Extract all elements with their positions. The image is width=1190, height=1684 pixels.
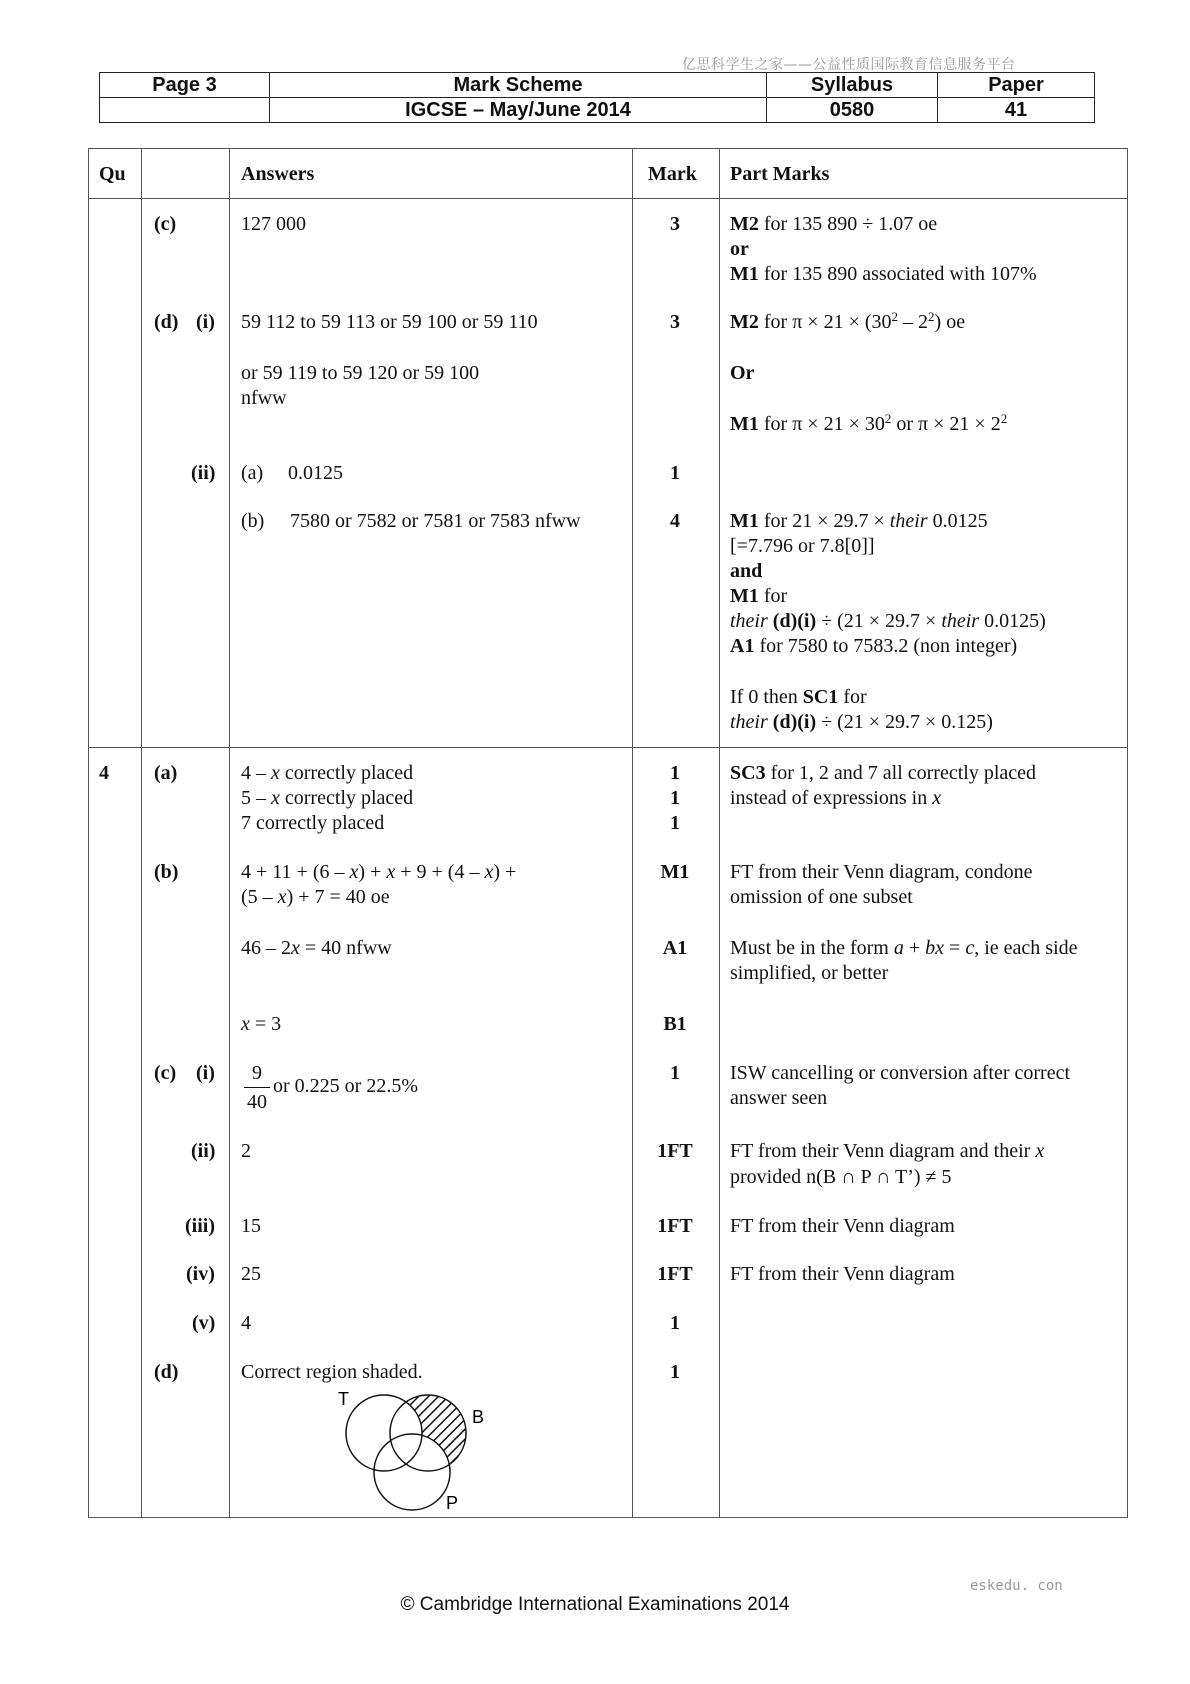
col-header-part-marks: Part Marks (730, 163, 830, 185)
part-marks: SC3 for 1, 2 and 7 all correctly placed (730, 762, 1037, 784)
sub-part-label: (iii) (185, 1215, 215, 1237)
header-exam: IGCSE – May/June 2014 (270, 98, 767, 123)
header-syllabus-label: Syllabus (767, 73, 938, 98)
part-marks: M2 for 135 890 ÷ 1.07 oe (730, 213, 938, 235)
part-marks: their (d)(i) ÷ (21 × 29.7 × 0.125) (730, 711, 993, 733)
header-empty (100, 98, 270, 123)
row-divider (88, 198, 1128, 199)
mark: 3 (670, 213, 680, 235)
fraction-bar (244, 1087, 270, 1088)
fraction-numerator: 9 (252, 1062, 262, 1084)
col-divider (229, 148, 230, 1518)
venn-diagram (330, 1385, 510, 1515)
mark: 4 (670, 510, 680, 532)
col-divider (141, 148, 142, 1518)
mark: 1 (670, 1312, 680, 1334)
mark: M1 (660, 861, 690, 883)
mark: A1 (662, 937, 688, 959)
col-divider (632, 148, 633, 1518)
part-marks: and (730, 560, 763, 582)
mark: 1FT (657, 1263, 693, 1285)
sub-part-label: (v) (192, 1312, 216, 1334)
answer: nfww (241, 387, 287, 409)
col-header-answers: Answers (241, 163, 315, 185)
part-label: (a) (154, 762, 178, 784)
part-marks: Must be in the form a + bx = c, ie each side (730, 937, 1078, 959)
part-marks: M1 for $\pi \times 21 \times 30^2$ or $\pi \times 21 \times 2^2$ (730, 411, 1008, 435)
sub-part-label: (ii) (191, 1140, 216, 1162)
answer-label: (b) (241, 510, 265, 532)
part-marks: M1 for (730, 585, 788, 607)
answer: Correct region shaded. (241, 1361, 423, 1383)
top-watermark: 亿思科学生之家——公益性质国际教育信息服务平台 (682, 57, 1016, 73)
mark: 1 (670, 462, 680, 484)
mark: B1 (663, 1013, 687, 1035)
mark: 1 (670, 812, 680, 834)
header-syllabus: 0580 (767, 98, 938, 123)
part-label: (c) (154, 213, 177, 235)
answer: 5 – x correctly placed (241, 787, 414, 809)
part-marks: Or (730, 362, 755, 384)
col-header-mark: Mark (648, 163, 697, 185)
part-marks: M1 for 135 890 associated with 107% (730, 263, 1037, 285)
bottom-watermark: eskedu. con (970, 1578, 1063, 1594)
answer: 7580 or 7582 or 7581 or 7583 nfww (290, 510, 581, 532)
question-number: 4 (99, 762, 109, 784)
answer: 4 + 11 + (6 – x) + x + 9 + (4 – x) + (241, 861, 517, 883)
part-marks: ISW cancelling or conversion after correct (730, 1062, 1071, 1084)
col-header-qu: Qu (99, 163, 126, 185)
answer: or 0.225 or 22.5% (273, 1075, 418, 1097)
venn-label-b: B (472, 1407, 485, 1427)
mark: 1 (670, 1062, 680, 1084)
part-marks: their (d)(i) ÷ (21 × 29.7 × their 0.0125) (730, 610, 1046, 632)
mark: 1 (670, 762, 680, 784)
answer: x = 3 (241, 1013, 282, 1035)
header-page: Page 3 (100, 73, 270, 98)
row-divider (88, 747, 1128, 748)
part-label: (c) (154, 1062, 177, 1084)
footer-copyright: © Cambridge International Examinations 2014 (400, 1594, 790, 1615)
part-marks: If 0 then SC1 for (730, 686, 867, 708)
part-marks: omission of one subset (730, 886, 913, 908)
mark: 1FT (657, 1215, 693, 1237)
part-label: (b) (154, 861, 179, 883)
answer: 25 (241, 1263, 261, 1285)
col-divider (719, 148, 720, 1518)
part-marks: A1 for 7580 to 7583.2 (non integer) (730, 635, 1018, 657)
part-marks: or (730, 238, 749, 260)
part-marks: FT from their Venn diagram (730, 1215, 955, 1237)
mark: 3 (670, 311, 680, 333)
part-marks: M1 for 21 × 29.7 × their 0.0125 (730, 510, 988, 532)
header-title: Mark Scheme (270, 73, 767, 98)
answer-label: (a) (241, 462, 264, 484)
header-paper-label: Paper (938, 73, 1095, 98)
answer: 4 (241, 1312, 251, 1334)
venn-shaded-region (330, 1385, 510, 1515)
answer: 7 correctly placed (241, 812, 385, 834)
header-table (99, 72, 1095, 123)
part-label: (d) (154, 311, 179, 333)
venn-label-p: P (446, 1493, 459, 1513)
part-marks: simplified, or better (730, 962, 889, 984)
part-marks: FT from their Venn diagram, condone (730, 861, 1033, 883)
answer: 46 – 2x = 40 nfww (241, 937, 392, 959)
answer: 0.0125 (288, 462, 343, 484)
venn-label-t: T (338, 1389, 349, 1409)
answer: 127 000 (241, 213, 306, 235)
part-marks: FT from their Venn diagram and their x (730, 1140, 1045, 1162)
part-label: (d) (154, 1361, 179, 1383)
fraction-denominator: 40 (247, 1091, 267, 1113)
sub-part-label: (ii) (191, 462, 216, 484)
mark: 1 (670, 1361, 680, 1383)
mark: 1FT (657, 1140, 693, 1162)
header-paper: 41 (938, 98, 1095, 123)
sub-part-label: (iv) (186, 1263, 215, 1285)
part-marks: answer seen (730, 1087, 828, 1109)
sub-part-label: (i) (196, 311, 215, 333)
part-marks: provided n(B ∩ P ∩ T’) ≠ 5 (730, 1166, 952, 1188)
answer: or 59 119 to 59 120 or 59 100 (241, 362, 480, 384)
part-marks: [=7.796 or 7.8[0]] (730, 535, 875, 557)
answer: 15 (241, 1215, 261, 1237)
part-marks: FT from their Venn diagram (730, 1263, 955, 1285)
part-marks: instead of expressions in x (730, 787, 942, 809)
mark: 1 (670, 787, 680, 809)
answer: 59 112 to 59 113 or 59 100 or 59 110 (241, 311, 538, 333)
answer: 4 – x correctly placed (241, 762, 414, 784)
answer: (5 – x) + 7 = 40 oe (241, 886, 390, 908)
answer: 2 (241, 1140, 251, 1162)
part-marks: M2 for $\pi \times 21 \times (30^2 - 2^2)$ oe (730, 309, 966, 333)
sub-part-label: (i) (196, 1062, 215, 1084)
